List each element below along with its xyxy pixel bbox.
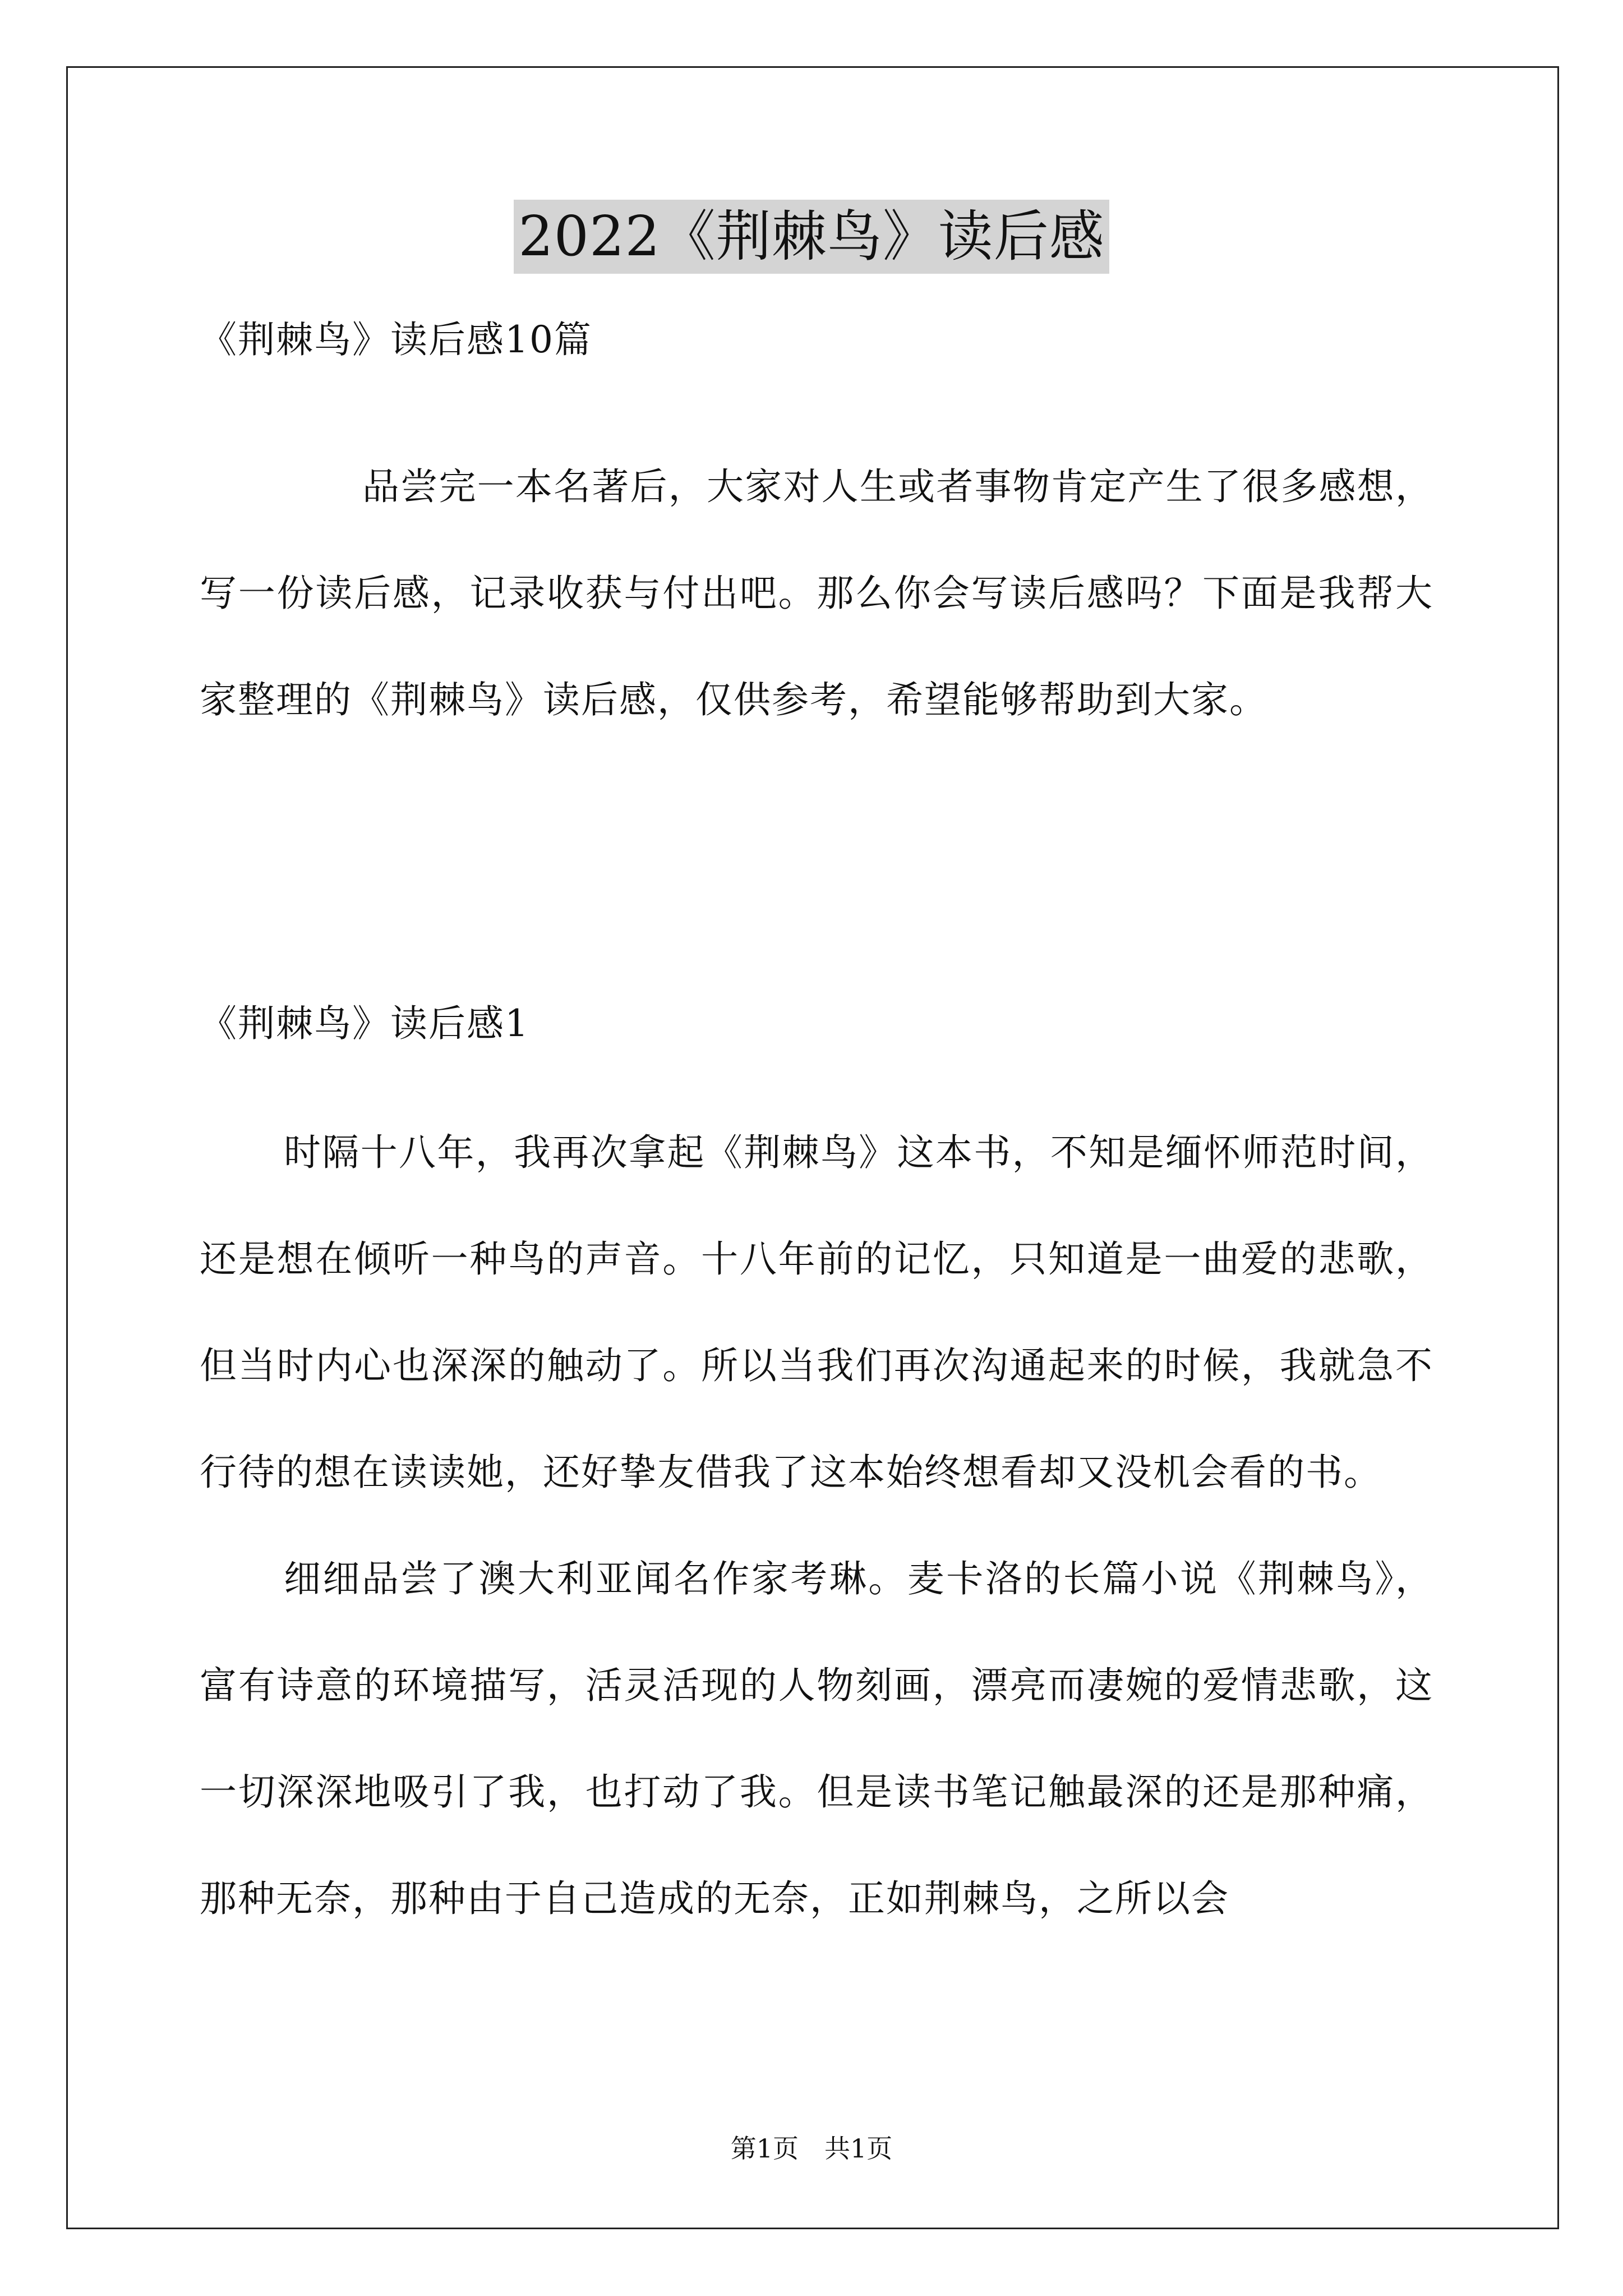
subtitle: 《荆棘鸟》读后感10篇: [200, 318, 592, 361]
section-heading: 《荆棘鸟》读后感1: [200, 1002, 529, 1045]
body-paragraph-1: 时隔十八年，我再次拿起《荆棘鸟》这本书，不知是缅怀师范时间，还是想在倾听一种鸟的声音。十八年前的记忆，只知道是一曲爱的悲歌，但当时内心也深深的触动了。所以当我们再次沟通起来的时候，我就急不行待的想在读读她，还好挚友借我了这本始终想看却又没机会看的书。: [200, 1131, 1433, 1494]
body-paragraph-2: 细细品尝了澳大利亚闻名作家考琳。麦卡洛的长篇小说《荆棘鸟》，富有诗意的环境描写，活灵活现的人物刻画，漂亮而凄婉的爱情悲歌，这一切深深地吸引了我，也打动了我。但是读书笔记触最深的还是那种痛，那种无奈，那种由于自己造成的无奈，正如荆棘鸟，之所以会: [200, 1557, 1433, 1920]
title-container: [0, 200, 1623, 274]
page-footer: 第1页 共1页: [730, 2133, 893, 2164]
body-block: [200, 1099, 1433, 1952]
intro-block: [200, 434, 1433, 753]
document-title: 2022《荆棘鸟》读后感: [514, 200, 1109, 274]
intro-paragraph: 品尝完一本名著后，大家对人生或者事物肯定产生了很多感想，写一份读后感，记录收获与付出吧。那么你会写读后感吗？下面是我帮大家整理的《荆棘鸟》读后感，仅供参考，希望能够帮助到大家。: [200, 465, 1433, 721]
